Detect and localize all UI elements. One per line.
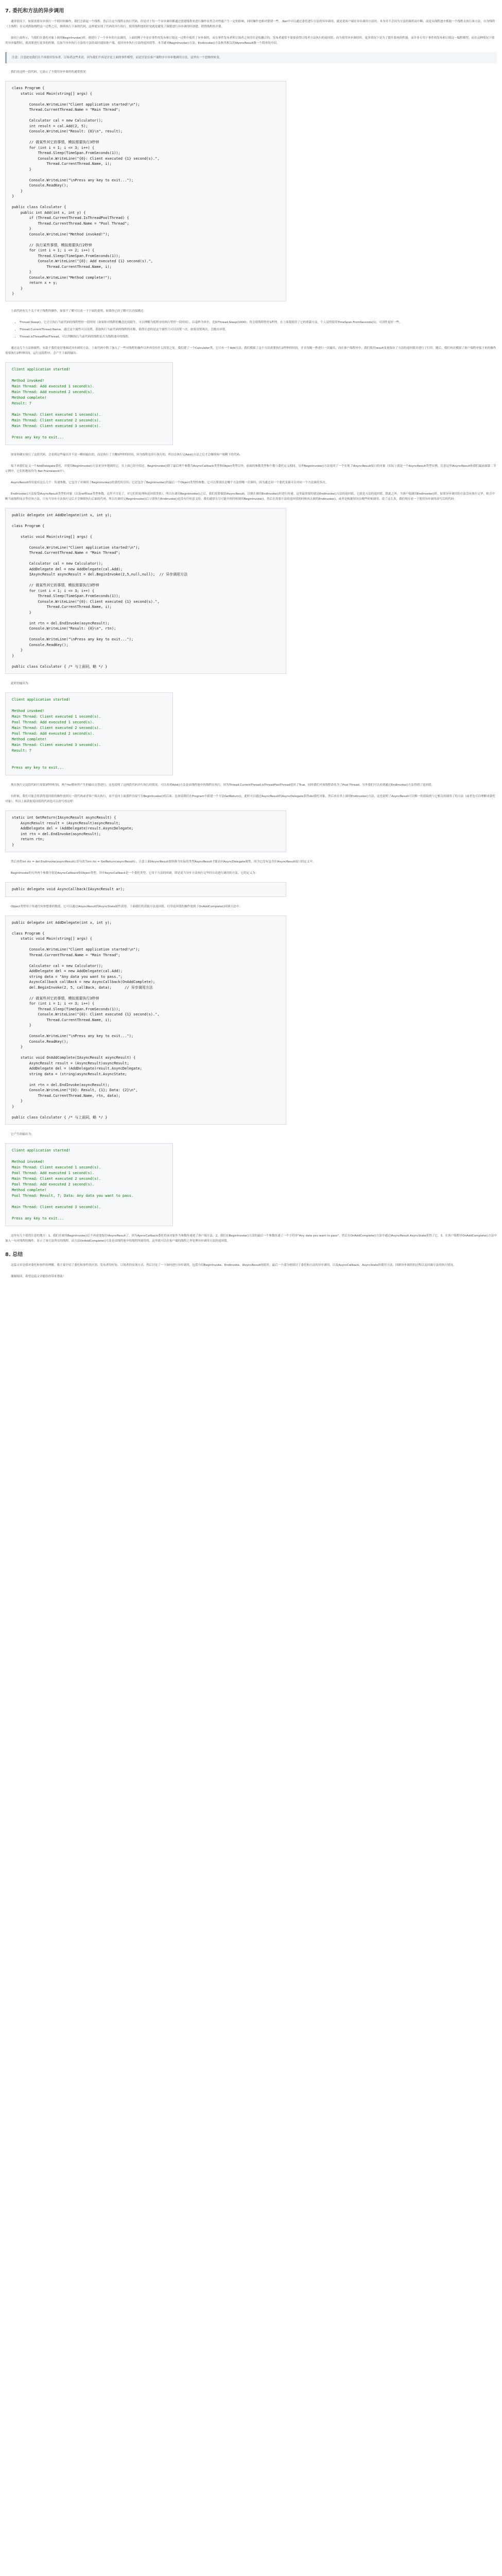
paragraph: 这篇文章是我对委托和事件的理解，我主要介绍了委托和事件的区别、发布者的好处、订阅者的实现方式；然后讨论了一下如何进行异步调用，包括介绍BeginInvoke、EndInvoke、IAsyncResult的使用；最后一个部分则探讨了委托和方法的异步调用，以及AsyncCallback、AsyncState的使用方法，回顾异步调用的过程以及回调方法的执行情况。 [11,1264,456,1267]
output-block: Client application started! Method invoked! Main Thread: Client executed 1 second(s). Pool Thread: Add executed 1 second(s). Main Thread: Client executed 2 second(s). Pool Thread: Add executed 2 second(s). Method complete! Pool Thread: Result, 7; Data: Any data you want to pass. Main Thread: Client executed 3 second(s). Press any key to exit... [5,1143,173,1226]
section-title-summary: 8. 总结 [5,1252,23,1258]
code-block: static int GetReturn(IAsyncResult asyncResult) { AsyncResult result = (AsyncResult)asyncResult; AddDelegate del = (AddDelegate)result.AsyncDelegate; int rtn = del.EndInvoke(asyncResult); return rtn; } [5,810,286,852]
code-block: class Program { static void Main(string[] args) { Console.WriteLine("Client application started!\n"); Thread.CurrentThread.Name = "Main Thread"; Calculator cal = new Calculator(); int result = cal.Add(2, 5); Console.WriteLine("Result: {0}\n", result); // 做某些其它的事情，模拟需要执行3秒钟 for (int i = 1; i <= 3; i++) { Thread.Sleep(TimeSpan.FromSeconds(1)); Console.WriteLine("{0}: Client executed {1} second(s).", Thread.CurrentThread.Name, i); } Console.WriteLine("\nPress any key to exit..."); Console.ReadKey(); } } public class Calculator { public int Add(int x, int y) { if (Thread.CurrentThread.IsThreadPoolThread) { Thread.CurrentThread.Name = "Pool Thread"; } Console.WriteLine("Method invoked!"); // 执行某些事情，模拟需要执行2秒钟 for (int i = 1; i <= 2; i++) { Thread.Sleep(TimeSpan.FromSeconds(1)); Console.WriteLine("{0}: Add executed {1} second(s).", Thread.CurrentThread.Name, i); } Console.WriteLine("Method complete!"); return x + y; } } [5,81,286,301]
paragraph: BeginInvoke的另外两个参数分别是AsyncCallback和Object类型，其中AsyncCallback是一个委托类型，它用于方法的回调，即是说当异步方法执行完毕时自动进行调用的方法。它的定义为： [11,872,258,875]
article-body [5,0,497,1279]
paragraph: 如果你确实执行了这段代码，会看到这些输出并不是一瞬间输出的，而是执行了大概5秒钟的时间，因为线程是串行执行的，所以在执行完Add()方法之后才会继续客户端剩下的代码。 [11,453,243,456]
list-item: • Thread.Sleep()，它会让执行当前代码的线程暂停一段时间（如果你对线程的概念比较陌生，可以理解为使程序的执行暂停一段时间），以毫秒为单位，比如Thread.Sleep(1000)；将会使线程暂停1秒钟。在上面我使用了它的重载方法，个人觉得使用TimeSpan.FromSeconds(1)，可读性更好一些。 [20,320,497,325]
paragraph: 这里有几个值得注意的地方：1、我们在调用BeginInvoke()后不再需要保存IAsyncResult了，因为AysncCallback委托将该对象作为参数传递进了客户端方法。2、我们在BeginInvoke()方法的最后一个参数传递了一个字符串"Any data you want to pass"，然后在OnAddComplete()方法中通过IAsyncResult.AsyncState获得了它。3、在客户端程序OnAddComplete()方法中加入一句对线程的操作，显示了该方法所在的线程，而方法OnAddComplete()方法是由线程池中的线程所调用的，这里就可以在客户端的线程之外处理异步调用方法的返回值。 [5,1234,497,1243]
paragraph: 它产生的输出为： [11,1133,34,1136]
code-block: public delegate int AddDelegate(int x, int y); class Program { static void Main(string[] args) { Console.WriteLine("Client application started!\n"); Thread.CurrentThread.Name = "Main Thread"; Calculator cal = new Calculator(); AddDelegate del = new AddDelegate(cal.Add); IAsyncResult asyncResult = del.BeginInvoke(2,5,null,null); // 异步调用方法 // 做某些其它的事情，模拟需要执行3秒钟 for (int i = 1; i <= 3; i++) { Thread.Sleep(TimeSpan.FromSeconds(1)); Console.WriteLine("{0}: Client executed {1} second(s).", Thread.CurrentThread.Name, i); } int rtn = del.EndInvoke(asyncResult); Console.WriteLine("Result: {0}\n", rtn); Console.WriteLine("\nPress any key to exit..."); Console.ReadKey(); } } public class Calculator { /* 与上面同，略 */ } [5,508,286,674]
paragraph: 我们看这样一段代码，它演示了不使用异步调用的通常情况： [11,71,89,74]
paragraph: Object类型用于传递任何你想要的数值，它可以通过IAsyncResult的AsyncState属性获得。下面我们将获取方法返回值、打印返回值的操作放到了OnAddComplete()回调方法中： [11,905,242,908]
code-block: public delegate int AddDelegate(int x, int y); class Program { static void Main(string[] args) { Console.WriteLine("Client application started!\n"); Thread.CurrentThread.Name = "Main Thread"; Calculator cal = new Calculator(); AddDelegate del = new AddDelegate(cal.Add); string data = "Any data you want to pass."; AsyncCallback callBack = new AsyncCallback(OnAddComplete); del.BeginInvoke(2, 5, callBack, data); // 异步调用方法 // 做某些其它的事情，模拟需要执行3秒钟 for (int i = 1; i <= 3; i++) { Thread.Sleep(TimeSpan.FromSeconds(1)); Console.WriteLine("{0}: Client executed {1} second(s).", Thread.CurrentThread.Name, i); } Console.WriteLine("\nPress any key to exit..."); Console.ReadKey(); } static void OnAddComplete(IAsyncResult asyncResult) { AsyncResult result = (AsyncResult)asyncResult; AddDelegate del = (AddDelegate)result.AsyncDelegate; string data = (string)asyncResult.AsyncState; int rtn = del.EndInvoke(asyncResult); Console.WriteLine("{0}: Result, {1}; Data: {2}\n", Thread.CurrentThread.Name, rtn, data); } } public class Calculator { /* 与上面同，略 */ } [5,916,286,1125]
paragraph: 上面代码有几个关于对于线程的操作，如果不了解可以看一下下面的说明，如果你已经了解可以直接跳过： [11,309,146,313]
output-block: Client application started! Method invoked! Main Thread: Add executed 1 second(s). Main Thread: Add executed 2 second(s). Method complete! Result: 7 Main Thread: Client executed 1 second(s). Main Thread: Client executed 2 second(s). Main Thread: Client executed 3 second(s). Press any key to exit... [5,362,173,445]
paragraph: 如同上面所示，当我们在委托对象上调用BeginInvoke()时，便进行了一个异步的方法调用。上面的例子中是在事件的发布和订阅这一过程中使用了异步调用，而在事件发布者和订阅者之间往往是松耦合的，发布者通常不需要获得订阅者方法执行的返回值；而当使用异步调用时，更多情况下是为了提升系统的性能，而并非专用于事件的发布和订阅这一编程模型。而在这种情况下使用异步编程时，就需要进行更多的控制，比如当异步执行方法的方法结束时通知客户端、返回异步执行方法的返回值等。本节就对BeginInvoke()方法、EndInvoke()方法和其相关的IAysncResult做一个简单的介绍。 [5,37,495,45]
paragraph: 通过这几个方法和属性，有助于我们更好地调试异步调用方法。上面代码中除了加入了一些对线程的操作以外再没有什么特别之处。我们建了一个Calculator类，它只有一个Add方法，我们模拟了这个方法需要执行2秒钟的时间，并且每隔一秒进行一次输出。而在客户端程序中，我们使用result变量保存了方法的返回值并进行了打印。随后，我们再次模拟了客户端程序接下来的操作需要执行2秒钟时间。运行这段程序，会产生下面的输出： [5,346,496,355]
paragraph: 现在执行完这段代码只需要3秒钟时间，两个for循环所产生的输出交替进行，这也说明了这两段代码并行执行的情况。可以看到Add()方法是由线程池中的线程在执行，因为Thread.CurrentThread.IsThreadPoolThread返回了True，同时我们对该线程命名为了Pool Thread。另外我们可以看到通过EndInvoke()方法得到了返回值。 [11,784,435,787]
paragraph: 谢谢阅读，希望这篇文章能给你带来帮助！ [11,1275,66,1278]
paragraph: 此时的输出为： [11,682,31,685]
paragraph: 然后再将int rtn = del.EndInvoke(asyncResult);语句改为int rtn = GetReturn(asyncResult);。注意上面IAsyncResult要转换为实际的类型AsyncResult才能访问AsyncDelegate属性，因为它没有包含在IAsyncResult接口的定义中。 [11,860,316,863]
list-item: • Thread.CurrentThread.Name，通过这个属性可以设置、获取执行当前代码的线程的名称，值得注意的是这个属性只可以设置一次，如果设置两次，会抛出异常。 [20,327,497,332]
output-block: Client application started! Method invoked! Main Thread: Client executed 1 second(s). Pool Thread: Add executed 1 second(s). Main Thread: Client executed 2 second(s). Pool Thread: Add executed 2 second(s). Method complete! Main Thread: Client executed 3 second(s). Result: 7 Press any key to exit... [5,692,173,775]
paragraph: 接下来我们定义一个AddDelegate委托，并使用BeginInvoke()方法来异步地调用它。在上面已经介绍过，BeginInvoke()除了最后两个参数为AsyncCallback类型和Object类型以外，前面的参数类型和个数与委托定义相同。另外BeginInvoke()方法返回了一个实现了IAsyncResult接口的对象（实际上就是一个AsyncResult类型实例，注意这里IAsyncResult和我们最前面第二节示例中，它们的地址均为 Net Framework中）。 [5,464,496,473]
paragraph: 通常情况下，如果需要异步执行一个耗时的操作，我们会新起一个线程，然后让这个线程去执行代码。但是对于每一个异步调用都通过创建线程来进行操作显然会对性能产生一定的影响，同时操作也相对繁琐一些。.Net中可以通过委托进行方法的异步调用，就是说客户端在异步调用方法时，本身并不会因为方法的调用而中断，而是从线程池中抓取一个线程去执行该方法，自身线程（主线程）在完成抓取线程这一过程之后，继续执行下面的代码，这样就实现了代码的并行执行。使用线程池的好处就是避免了频繁进行异步调用时创建、销毁线程的开销。 [5,20,495,28]
note-box: 注意：注意此处我们在不再使用发布者、订阅者这些术语，因为我们不再是讨论上面的事件模型，而是讨论在客户端程序中异步地调用方法，这里有一个思维的转变。 [5,52,497,63]
bullet-list [5,320,497,340]
paragraph: AsyncResult的用途有这么几个：传递参数，它包含了对调用了BeginInvoke()的委托的引用；它还包含了BeginInvoke()的最后一个Object类型的参数；它可以鉴别出是哪个方法的哪一次调用，因为通过同一个委托变量可以对同一个方法调用多次。 [11,481,328,484]
code-block: public delegate void AsyncCallback(IAsyncResult ar); [5,882,286,897]
paragraph: 有时候，我们可能会将获得返回值的操作放到另一段代码或者客户端去执行，而不是向上面那样直接写在BeginInvoke()的后面。比如说我们在Program中新建一个方法GetReturn()，此时可以通过AsyncResult的AsyncDelegate获得del委托对象，然后再在其上调用EndInvoke()方法，这也说明了AsyncResult可以唯一的获取到与它相关的调用了的方法（或者也可以理解成委托对象）。所以上面获取返回值的代码也可以改写成这样： [5,795,495,803]
list-item: • Thread.IsThreadPoolThread，可以判断执行当前代码的线程是否为线程池中的线程。 [20,334,497,340]
paragraph: EndInvoke()方法接受IAsyncResult类型的对象（以及ref和out类型参数，这里不讨论了，对它们的处理和返回值类似），所以在调用BeginInvoke()之后，我们需要保留IAsyncResult，以便在调用EndInvoke()时进行传递。这里最重要的就是EndInvoke()方法的返回值，它就是方法的返回值。除此之外，当客户端调用EndInvoke()时，如果异步调用的方法没有执行完毕，则会中断当前线程而去等待该方法，只有当异步方法执行完后才会继续执行后面的代码。所以在调用完BeginInvoke()后立即执行EndInvoke()是没有任何意义的。我们通常在尽可能早的时候调用BeginInvoke()，然后在需要方法的返回值的时候再去调用EndInvoke()，或者是根据情况在晚些时候调用。说了这么多，我们现在看一下使用异步调用改写后的代码： [5,492,495,501]
section-title-async: 7. 委托和方法的异步调用 [5,8,64,14]
